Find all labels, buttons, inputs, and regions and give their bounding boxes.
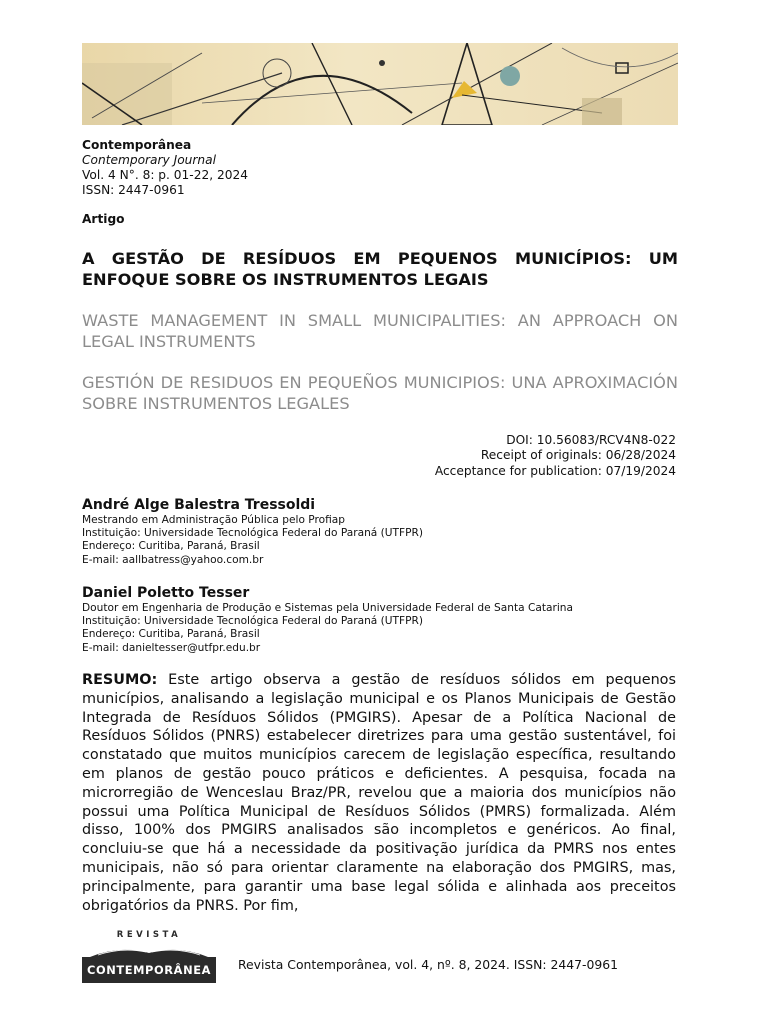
author-degree: Doutor em Engenharia de Produção e Sistemas pela Universidade Federal de Santa Catarina — [82, 602, 574, 614]
logo-band-text: CONTEMPORÂNEA — [82, 957, 216, 983]
abstract-art-banner — [82, 43, 678, 125]
title-english: WASTE MANAGEMENT IN SMALL MUNICIPALITIES: AN APPROACH ON LEGAL INSTRUMENTS — [82, 311, 678, 351]
author-block — [82, 585, 682, 655]
section-label: Artigo — [82, 212, 125, 226]
journal-subtitle: Contemporary Journal — [82, 153, 216, 167]
open-book-icon — [82, 939, 216, 959]
author-email: E-mail: aallbatress@yahoo.com.br — [82, 553, 264, 566]
author-degree: Mestrando em Administração Pública pelo Profiap — [82, 514, 346, 526]
journal-volume: Vol. 4 N°. 8: p. 01-22, 2024 — [82, 168, 248, 182]
author-institution: Instituição: Universidade Tecnológica Federal do Paraná (UTFPR) — [82, 615, 423, 628]
abstract — [82, 671, 676, 915]
author-name: Daniel Poletto Tesser — [82, 585, 250, 601]
journal-issn: ISSN: 2447-0961 — [82, 183, 185, 197]
author-address: Endereço: Curitiba, Paraná, Brasil — [82, 628, 260, 641]
abstract-text: Este artigo observa a gestão de resíduos sólidos em pequenos municípios, analisando a legislação municipal e os Planos Municipais de Gestão Integrada de Resíduos Sólidos (PMGIRS). Apesar de a Política Nacional de Resíduos Sólidos (PNRS) estabelecer diretrizes para uma gestão sustentável, foi constatado que muitos municípios carecem de legislação específica, resultando em planos de gestão pouco práticos e deficientes. A pesquisa, focada na microrregião de Wenceslau Braz/PR, revelou que a maioria dos municípios não possui uma Política Municipal de Resíduos Sólidos (PMRS) formalizada. Além disso, 100% dos PMGIRS analisados são incompletos e genéricos. Ao final, concluiu-se que há a necessidade da positivação jurídica da PMRS nos entes municipais, não só para orientar claramente na elaboração dos PMGIRS, mas, principalmente, para garantir uma base legal sólida e alinhada aos preceitos obrigatórios da PNRS. Por fim, — [82, 672, 676, 914]
author-block — [82, 497, 682, 567]
journal-name: Contemporânea — [82, 138, 192, 152]
doi: DOI: 10.56083/RCV4N8-022 — [506, 433, 676, 447]
abstract-label: RESUMO: — [82, 672, 158, 688]
receipt-date: Receipt of originals: 06/28/2024 — [480, 448, 676, 463]
journal-logo — [82, 930, 216, 1002]
acceptance-date: Acceptance for publication: 07/19/2024 — [434, 463, 676, 478]
title-portuguese: A GESTÃO DE RESÍDUOS EM PEQUENOS MUNICÍPIOS: UM ENFOQUE SOBRE OS INSTRUMENTOS LEGAIS — [82, 249, 678, 289]
author-institution: Instituição: Universidade Tecnológica Federal do Paraná (UTFPR) — [82, 527, 423, 540]
logo-top-text: REVISTA — [116, 930, 182, 940]
author-name: André Alge Balestra Tressoldi — [82, 497, 316, 513]
author-email: E-mail: danieltesser@utfpr.edu.br — [82, 641, 261, 654]
article-meta — [435, 433, 676, 479]
footer-citation: Revista Contemporânea, vol. 4, nº. 8, 2024. ISSN: 2447-0961 — [238, 957, 619, 972]
journal-info — [82, 138, 248, 198]
author-address: Endereço: Curitiba, Paraná, Brasil — [82, 540, 260, 553]
title-spanish: GESTIÓN DE RESIDUOS EN PEQUEÑOS MUNICIPIOS: UNA APROXIMACIÓN SOBRE INSTRUMENTOS LEGALES — [82, 373, 678, 413]
